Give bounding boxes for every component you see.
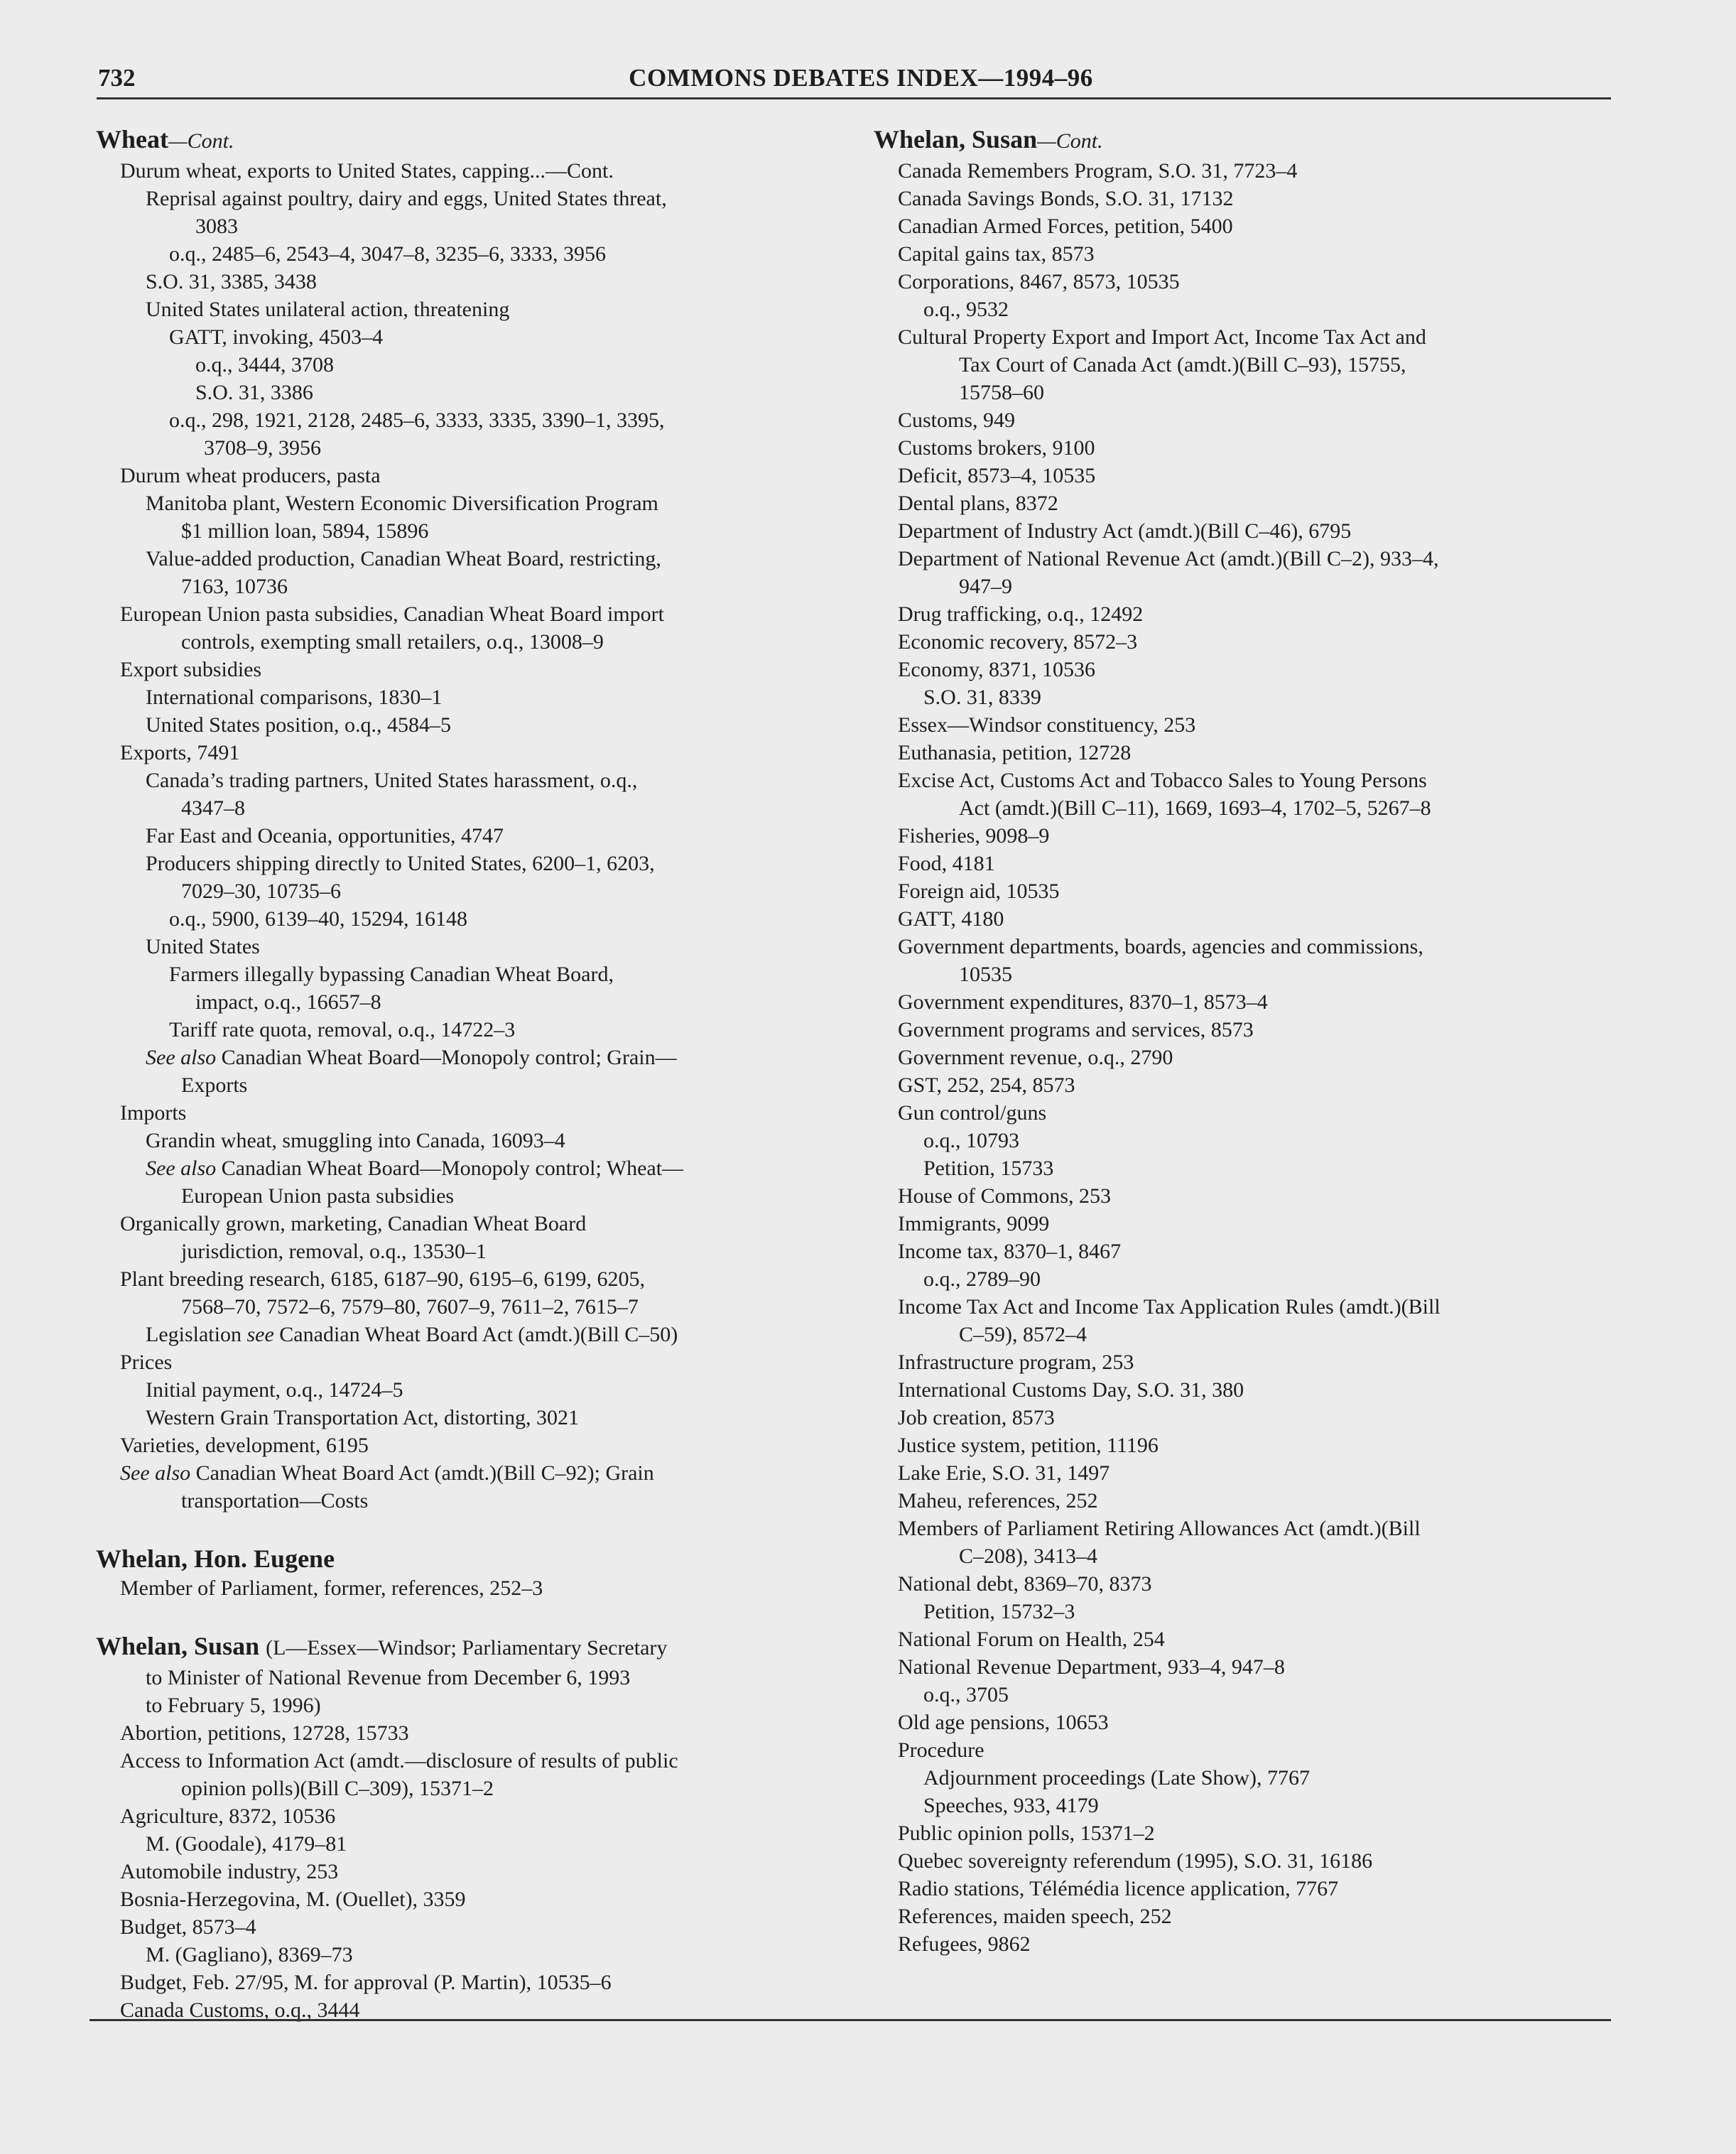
index-line: Speeches, 933, 4179 — [923, 1794, 1099, 1817]
see-label: see — [246, 1323, 274, 1346]
index-line: Western Grain Transportation Act, distorting, 3021 — [146, 1406, 580, 1429]
index-line: GST, 252, 254, 8573 — [898, 1073, 1075, 1097]
index-line: Automobile industry, 253 — [120, 1860, 339, 1883]
entry-description: (L—Essex—Windsor; Parliamentary Secretary — [266, 1636, 668, 1660]
index-line: National Revenue Department, 933–4, 947–8 — [898, 1655, 1285, 1679]
index-line: References, maiden speech, 252 — [898, 1905, 1172, 1928]
index-line: Job creation, 8573 — [898, 1406, 1055, 1429]
index-line: opinion polls)(Bill C–309), 15371–2 — [181, 1777, 494, 1800]
index-line: Old age pensions, 10653 — [898, 1711, 1109, 1734]
index-line: Durum wheat producers, pasta — [120, 464, 381, 487]
index-line: Government revenue, o.q., 2790 — [898, 1046, 1173, 1069]
index-line: S.O. 31, 3385, 3438 — [146, 270, 317, 293]
index-line: Refugees, 9862 — [898, 1932, 1031, 1956]
index-line: Capital gains tax, 8573 — [898, 242, 1095, 266]
cross-reference: Canadian Wheat Board Act (amdt.)(Bill C–92); Grain — [195, 1461, 654, 1485]
index-line: Members of Parliament Retiring Allowances Act (amdt.)(Bill — [898, 1517, 1421, 1540]
see-also-label: See also — [146, 1046, 217, 1069]
index-line: C–208), 3413–4 — [959, 1544, 1097, 1568]
index-line: International comparisons, 1830–1 — [146, 686, 443, 709]
index-line: United States unilateral action, threatening — [146, 298, 510, 321]
see-also-line — [96, 1154, 831, 1182]
index-line: GATT, invoking, 4503–4 — [169, 325, 384, 349]
index-line: Canadian Armed Forces, petition, 5400 — [898, 215, 1233, 238]
index-line: impact, o.q., 16657–8 — [195, 990, 381, 1014]
index-line: o.q., 5900, 6139–40, 15294, 16148 — [169, 907, 467, 931]
index-line: Customs brokers, 9100 — [898, 436, 1095, 460]
cont-marker: —Cont. — [1037, 129, 1103, 153]
index-line: Food, 4181 — [898, 852, 995, 875]
index-line: 15758–60 — [959, 381, 1044, 404]
index-line: Petition, 15732–3 — [923, 1600, 1075, 1623]
index-line: Essex—Windsor constituency, 253 — [898, 713, 1196, 737]
right-column — [874, 124, 1591, 1958]
index-line: Fisheries, 9098–9 — [898, 824, 1050, 848]
index-line: o.q., 3444, 3708 — [195, 353, 334, 377]
index-line: Gun control/guns — [898, 1101, 1047, 1125]
index-line: Adjournment proceedings (Late Show), 7767 — [923, 1766, 1311, 1790]
index-line: Budget, 8573–4 — [120, 1915, 256, 1939]
index-line: 3708–9, 3956 — [204, 436, 321, 460]
top-rule — [97, 97, 1611, 99]
index-line: Department of Industry Act (amdt.)(Bill C–46), 6795 — [898, 519, 1352, 543]
index-line: Government expenditures, 8370–1, 8573–4 — [898, 990, 1268, 1014]
index-line: o.q., 2789–90 — [923, 1267, 1041, 1291]
index-line: International Customs Day, S.O. 31, 380 — [898, 1378, 1244, 1402]
index-line: o.q., 9532 — [923, 298, 1009, 321]
index-line: Government departments, boards, agencies and commissions, — [898, 935, 1423, 958]
entry-gap — [96, 1602, 831, 1630]
index-line: 7568–70, 7572–6, 7579–80, 7607–9, 7611–2, 7615–7 — [181, 1295, 639, 1319]
index-line: Procedure — [898, 1738, 984, 1762]
index-line: Deficit, 8573–4, 10535 — [898, 464, 1096, 487]
index-line: Quebec sovereignty referendum (1995), S.O. 31, 16186 — [898, 1849, 1373, 1873]
see-line — [96, 1321, 831, 1348]
index-line: Manitoba plant, Western Economic Diversification Program — [146, 492, 658, 515]
index-line: 4347–8 — [181, 796, 245, 820]
index-line: Income tax, 8370–1, 8467 — [898, 1240, 1122, 1263]
index-line — [96, 157, 831, 185]
index-line: Excise Act, Customs Act and Tobacco Sales to Young Persons — [898, 769, 1427, 792]
cross-reference: Canadian Wheat Board—Monopoly control; Grain— — [221, 1046, 677, 1069]
index-line: jurisdiction, removal, o.q., 13530–1 — [181, 1240, 487, 1263]
index-line: Tax Court of Canada Act (amdt.)(Bill C–93), 15755, — [959, 353, 1406, 377]
entry-heading-susan — [96, 1630, 831, 1664]
index-line: House of Commons, 253 — [898, 1184, 1111, 1208]
index-line: GATT, 4180 — [898, 907, 1004, 931]
index-line: Canada Savings Bonds, S.O. 31, 17132 — [898, 187, 1234, 210]
index-line: 7163, 10736 — [181, 575, 288, 598]
index-line-text: Durum wheat, exports to United States, capping...—Cont. — [120, 159, 614, 183]
index-line: European Union pasta subsidies, Canadian Wheat Board import — [120, 602, 664, 626]
index-line: European Union pasta subsidies — [181, 1184, 455, 1208]
index-line: Organically grown, marketing, Canadian Wheat Board — [120, 1212, 587, 1235]
index-line: Agriculture, 8372, 10536 — [120, 1804, 336, 1828]
see-also-line — [96, 1044, 831, 1071]
index-line: C–59), 8572–4 — [959, 1323, 1087, 1346]
entry-heading-susan-cont — [874, 124, 1591, 157]
index-line: 10535 — [959, 963, 1012, 986]
index-line: Department of National Revenue Act (amdt.)(Bill C–2), 933–4, — [898, 547, 1439, 570]
index-line: Act (amdt.)(Bill C–11), 1669, 1693–4, 1702–5, 5267–8 — [959, 796, 1431, 820]
index-line: M. (Goodale), 4179–81 — [146, 1832, 347, 1856]
index-line: Public opinion polls, 15371–2 — [898, 1822, 1155, 1845]
index-line: Dental plans, 8372 — [898, 492, 1058, 515]
index-line: Maheu, references, 252 — [898, 1489, 1098, 1512]
entry-heading-text: Wheat — [96, 125, 168, 153]
running-head: COMMONS DEBATES INDEX—1994–96 — [629, 64, 1093, 92]
index-line: Access to Information Act (amdt.—disclosure of results of public — [120, 1749, 678, 1773]
index-line: $1 million loan, 5894, 15896 — [181, 519, 429, 543]
index-line: controls, exempting small retailers, o.q., 13008–9 — [181, 630, 604, 654]
index-line: United States — [146, 935, 260, 958]
index-line: Canada Remembers Program, S.O. 31, 7723–4 — [898, 159, 1298, 183]
index-line: Varieties, development, 6195 — [120, 1434, 369, 1457]
index-line: transportation—Costs — [181, 1489, 369, 1512]
index-line: Reprisal against poultry, dairy and eggs, United States threat, — [146, 187, 667, 210]
index-line: Income Tax Act and Income Tax Application Rules (amdt.)(Bill — [898, 1295, 1441, 1319]
see-also-label: See also — [120, 1461, 191, 1485]
see-also-label: See also — [146, 1157, 217, 1180]
index-line: Exports, 7491 — [120, 741, 240, 764]
entry-gap — [96, 1515, 831, 1543]
index-line: M. (Gagliano), 8369–73 — [146, 1943, 353, 1966]
index-line: Initial payment, o.q., 14724–5 — [146, 1378, 403, 1402]
index-line: Grandin wheat, smuggling into Canada, 16093–4 — [146, 1129, 565, 1152]
cross-reference: Canadian Wheat Board—Monopoly control; Wheat— — [221, 1157, 684, 1180]
index-line: National Forum on Health, 254 — [898, 1628, 1165, 1651]
index-line: Exports — [181, 1073, 248, 1097]
index-line: Tariff rate quota, removal, o.q., 14722–3 — [169, 1018, 516, 1041]
cont-marker: —Cont. — [168, 129, 234, 153]
index-line: Budget, Feb. 27/95, M. for approval (P. Martin), 10535–6 — [120, 1971, 612, 1994]
index-line: Government programs and services, 8573 — [898, 1018, 1254, 1041]
index-line: United States position, o.q., 4584–5 — [146, 713, 451, 737]
index-line: Canada Customs, o.q., 3444 — [120, 1998, 360, 2022]
cross-reference: Canadian Wheat Board Act (amdt.)(Bill C–50) — [279, 1323, 678, 1346]
entry-heading-text: Whelan, Susan — [96, 1632, 260, 1660]
entry-heading-eugene: Whelan, Hon. Eugene — [96, 1544, 335, 1573]
index-line: Export subsidies — [120, 658, 262, 681]
index-line: Corporations, 8467, 8573, 10535 — [898, 270, 1180, 293]
bottom-rule — [89, 2019, 1611, 2021]
page-number: 732 — [98, 64, 136, 92]
index-line: to February 5, 1996) — [146, 1694, 321, 1717]
index-line: Justice system, petition, 11196 — [898, 1434, 1159, 1457]
index-line: Farmers illegally bypassing Canadian Wheat Board, — [169, 963, 614, 986]
index-line: o.q., 298, 1921, 2128, 2485–6, 3333, 3335, 3390–1, 3395, — [169, 408, 665, 432]
index-line: Cultural Property Export and Import Act, Income Tax Act and — [898, 325, 1426, 349]
index-line: Bosnia-Herzegovina, M. (Ouellet), 3359 — [120, 1888, 466, 1911]
index-line: 947–9 — [959, 575, 1012, 598]
index-line: National debt, 8369–70, 8373 — [898, 1572, 1152, 1596]
index-line: o.q., 2485–6, 2543–4, 3047–8, 3235–6, 3333, 3956 — [169, 242, 606, 266]
index-line: Euthanasia, petition, 12728 — [898, 741, 1132, 764]
index-line: o.q., 3705 — [923, 1683, 1009, 1706]
index-line: Plant breeding research, 6185, 6187–90, 6195–6, 6199, 6205, — [120, 1267, 646, 1291]
index-line: S.O. 31, 3386 — [195, 381, 313, 404]
index-line: Customs, 949 — [898, 408, 1016, 432]
index-line: Member of Parliament, former, references, 252–3 — [120, 1576, 543, 1600]
index-line: Economic recovery, 8572–3 — [898, 630, 1138, 654]
see-also-line — [96, 1459, 831, 1487]
index-line: Radio stations, Télémédia licence application, 7767 — [898, 1877, 1339, 1900]
index-line: to Minister of National Revenue from December 6, 1993 — [146, 1666, 631, 1689]
index-line: Abortion, petitions, 12728, 15733 — [120, 1721, 409, 1745]
index-line: Infrastructure program, 253 — [898, 1351, 1134, 1374]
index-line: Imports — [120, 1101, 187, 1125]
index-line: Value-added production, Canadian Wheat Board, restricting, — [146, 547, 661, 570]
index-line: Immigrants, 9099 — [898, 1212, 1050, 1235]
index-line: 7029–30, 10735–6 — [181, 880, 341, 903]
index-line: Prices — [120, 1351, 173, 1374]
index-line: Canada’s trading partners, United States harassment, o.q., — [146, 769, 638, 792]
see-line-prefix: Legislation — [146, 1323, 242, 1346]
index-line: Economy, 8371, 10536 — [898, 658, 1096, 681]
index-line: Producers shipping directly to United States, 6200–1, 6203, — [146, 852, 655, 875]
left-column — [96, 124, 831, 2024]
index-line: Drug trafficking, o.q., 12492 — [898, 602, 1144, 626]
index-line: S.O. 31, 8339 — [923, 686, 1041, 709]
index-line: 3083 — [195, 215, 238, 238]
index-line: Lake Erie, S.O. 31, 1497 — [898, 1461, 1110, 1485]
index-line: Petition, 15733 — [923, 1157, 1054, 1180]
index-line: Far East and Oceania, opportunities, 4747 — [146, 824, 504, 848]
index-line: Foreign aid, 10535 — [898, 880, 1060, 903]
entry-heading-wheat — [96, 124, 831, 157]
entry-heading-text: Whelan, Susan — [874, 125, 1038, 153]
index-line: o.q., 10793 — [923, 1129, 1019, 1152]
